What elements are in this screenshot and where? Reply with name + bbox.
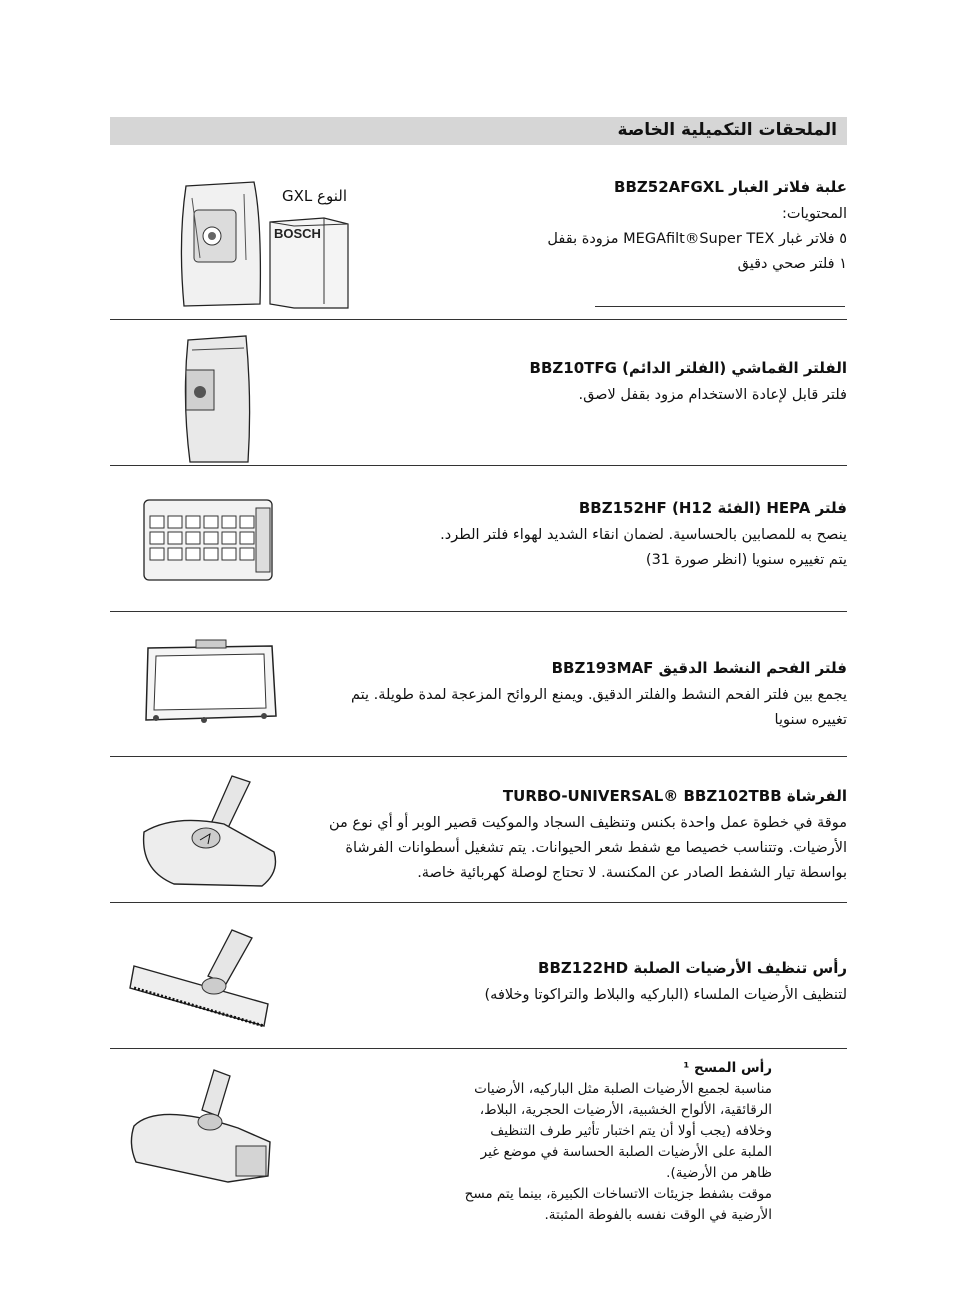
cloth-filter-illustration [176, 330, 256, 466]
page-title: الملحقات التكميلية الخاصة [617, 120, 837, 140]
type-label: النوع GXL [282, 187, 347, 205]
section-title: رأس المسح ¹ [683, 1060, 772, 1076]
hepa-filter-illustration [140, 492, 280, 588]
section-header-bar [110, 117, 847, 145]
section-filter-bags [547, 175, 847, 277]
section-line: فلتر قابل لإعادة الاستخدام مزود بقفل لاصق. [578, 387, 847, 403]
section-line: تغييره سنويا [774, 712, 847, 728]
row-divider [110, 319, 847, 320]
turbo-brush-illustration [134, 772, 280, 898]
section-line: الأرضيات. وتتناسب خصيصا مع شفط شعر الحيوانات. يتم تشغيل أسطوانات الفرشاة [345, 840, 847, 856]
row-divider [110, 1048, 847, 1049]
section-mop-nozzle [445, 1058, 772, 1226]
section-turbo-brush [329, 784, 847, 886]
section-line: ٥ فلاتر غبار MEGAfilt®Super TEX مزودة بقفل [547, 231, 847, 247]
dust-bag-illustration [176, 180, 266, 310]
section-title: الفرشاة TURBO-UNIVERSAL® BBZ102TBB [502, 787, 847, 805]
carbon-filter-illustration [140, 638, 280, 726]
section-hepa-filter [440, 496, 847, 573]
section-line: ظاهر من الأرضية). [666, 1165, 772, 1181]
short-divider [595, 306, 845, 307]
section-line: وخلافه (يجب أولا أن يتم اختبار تأثير طرف التنظيف [490, 1123, 772, 1139]
section-hard-floor-nozzle [485, 956, 847, 1008]
section-line: يجمع بين فلتر الفحم النشط والفلتر الدقيق. ويمنع الروائح المزعجة لمدة طويلة. يتم [350, 687, 847, 703]
filter-box-illustration [268, 208, 352, 312]
section-line: ١ فلتر صحي دقيق [737, 256, 847, 272]
mop-nozzle-illustration [128, 1066, 276, 1188]
row-divider [110, 611, 847, 612]
row-divider [110, 902, 847, 903]
section-line: الرقائقية، الألواح الخشبية، الأرضيات الحجرية، البلاط، [479, 1102, 772, 1118]
section-cloth-filter [530, 356, 847, 408]
section-line: موقت بشفط جزيئات الاتساخات الكبيرة، بينما يتم مسح [464, 1186, 772, 1202]
row-divider [110, 465, 847, 466]
section-line: الأرضية في الوقت نفسه بالفوطة المثبتة. [544, 1207, 772, 1223]
section-carbon-filter [351, 656, 847, 733]
row-divider [110, 756, 847, 757]
section-line: المحتويات: [781, 206, 847, 222]
section-line: الملبة على الأرضيات الصلبة الحساسة في موضع غير [480, 1144, 772, 1160]
section-line: يتم تغييره سنويا (انظر صورة 31) [645, 552, 847, 568]
hard-floor-nozzle-illustration [128, 926, 278, 1034]
section-line: ينصح به للمصابين بالحساسية. لضمان انقاء الشديد لهواء فلتر الطرد. [440, 527, 847, 543]
section-title: علبة فلاتر الغبار BBZ52AFGXL [614, 178, 847, 196]
section-line: بواسطة تيار الشفط الصادر عن المكنسة. لا تحتاج لوصلة كهربائية خاصة. [417, 865, 847, 881]
section-title: فلتر الفحم النشط الدقيق BBZ193MAF [551, 659, 847, 677]
section-line: لتنظيف الأرضيات الملساء (الباركيه والبلاط والتراكوتا وخلافه) [484, 987, 847, 1003]
section-title: فلتر HEPA (الفئة H12) BBZ152HF [578, 499, 847, 517]
section-title: الفلتر القماشي (الفلتر الدائم) BBZ10TFG [529, 359, 847, 377]
section-line: مناسبة لجميع الأرضيات الصلبة مثل الباركيه، الأرضيات [474, 1081, 772, 1097]
section-title: رأس تنظيف الأرضيات الصلبة BBZ122HD [538, 959, 847, 977]
box-brand: BOSCH [274, 226, 321, 241]
section-line: موقة في خطوة عمل واحدة بكنس وتنظيف السجاد والموكيت قصير الوبر أو أي نوع من [329, 815, 847, 831]
